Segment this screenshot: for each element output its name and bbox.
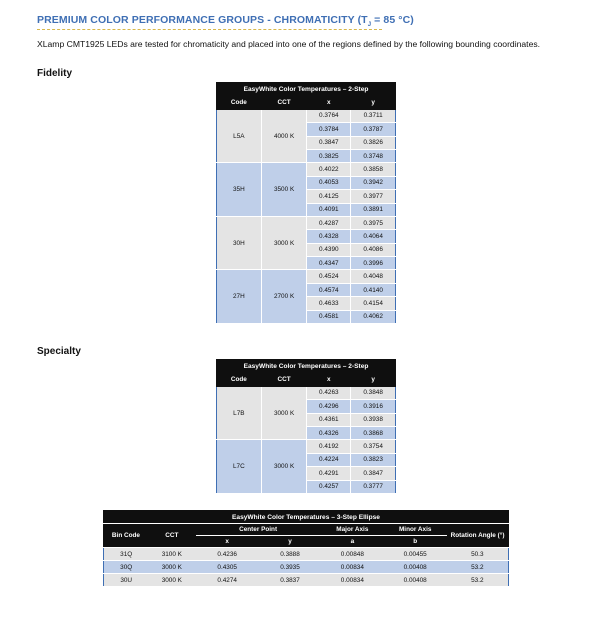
y-value-cell: 0.3996 bbox=[351, 257, 396, 270]
bin-code-cell: L7B bbox=[217, 386, 262, 440]
table-row bbox=[217, 216, 396, 229]
y-value-cell: 0.3823 bbox=[351, 453, 396, 466]
x-value-cell: 0.4390 bbox=[307, 243, 351, 256]
minor-axis-cell: 0.00408 bbox=[384, 574, 447, 587]
center-y-cell: 0.3935 bbox=[259, 561, 321, 574]
title-underline bbox=[37, 29, 382, 30]
x-value-cell: 0.4581 bbox=[307, 310, 351, 323]
x-value-cell: 0.4524 bbox=[307, 270, 351, 283]
bin-code-cell: 31Q bbox=[104, 548, 149, 561]
header-y: y bbox=[259, 536, 321, 548]
table-row bbox=[217, 163, 396, 176]
x-value-cell: 0.4287 bbox=[307, 216, 351, 229]
table-row bbox=[217, 386, 396, 399]
y-value-cell: 0.3942 bbox=[351, 176, 396, 189]
header-cct: CCT bbox=[261, 373, 307, 386]
y-value-cell: 0.4048 bbox=[351, 270, 396, 283]
x-value-cell: 0.4328 bbox=[307, 230, 351, 243]
x-value-cell: 0.4326 bbox=[307, 426, 351, 439]
header-rotation-angle: Rotation Angle (°) bbox=[447, 524, 509, 548]
header-minor-axis: Minor Axis bbox=[384, 524, 447, 536]
header-code: Code bbox=[217, 96, 262, 109]
header-y: y bbox=[351, 96, 396, 109]
x-value-cell: 0.4361 bbox=[307, 413, 351, 426]
intro-text: XLamp CMT1925 LEDs are tested for chromaticity and placed into one of the regions defined by the following bounding coordinates. bbox=[37, 39, 541, 49]
y-value-cell: 0.3868 bbox=[351, 426, 396, 439]
y-value-cell: 0.3975 bbox=[351, 216, 396, 229]
x-value-cell: 0.4257 bbox=[307, 480, 351, 493]
cct-cell: 3000 K bbox=[261, 440, 307, 494]
cct-cell: 3000 K bbox=[261, 216, 307, 270]
header-x: x bbox=[307, 373, 351, 386]
center-y-cell: 0.3888 bbox=[259, 548, 321, 561]
bin-code-cell: L5A bbox=[217, 109, 262, 163]
header-x: x bbox=[195, 536, 259, 548]
fidelity-table bbox=[216, 82, 396, 324]
y-value-cell: 0.3977 bbox=[351, 190, 396, 203]
y-value-cell: 0.3787 bbox=[351, 123, 396, 136]
center-x-cell: 0.4274 bbox=[195, 574, 259, 587]
x-value-cell: 0.4296 bbox=[307, 400, 351, 413]
bin-code-cell: 30U bbox=[104, 574, 149, 587]
x-value-cell: 0.4224 bbox=[307, 453, 351, 466]
x-value-cell: 0.4291 bbox=[307, 467, 351, 480]
center-y-cell: 0.3837 bbox=[259, 574, 321, 587]
x-value-cell: 0.4091 bbox=[307, 203, 351, 216]
x-value-cell: 0.4125 bbox=[307, 190, 351, 203]
x-value-cell: 0.3784 bbox=[307, 123, 351, 136]
major-axis-cell: 0.00834 bbox=[321, 561, 384, 574]
x-value-cell: 0.4347 bbox=[307, 257, 351, 270]
fidelity-heading: Fidelity bbox=[37, 68, 73, 79]
cct-cell: 3000 K bbox=[148, 574, 195, 587]
header-b: b bbox=[384, 536, 447, 548]
x-value-cell: 0.4192 bbox=[307, 440, 351, 453]
y-value-cell: 0.4062 bbox=[351, 310, 396, 323]
major-axis-cell: 0.00848 bbox=[321, 548, 384, 561]
header-y: y bbox=[351, 373, 396, 386]
header-x: x bbox=[307, 96, 351, 109]
x-value-cell: 0.4263 bbox=[307, 386, 351, 399]
specialty-heading: Specialty bbox=[37, 346, 81, 357]
y-value-cell: 0.3938 bbox=[351, 413, 396, 426]
table-row bbox=[104, 561, 509, 574]
y-value-cell: 0.3754 bbox=[351, 440, 396, 453]
y-value-cell: 0.3777 bbox=[351, 480, 396, 493]
y-value-cell: 0.3891 bbox=[351, 203, 396, 216]
specialty-caption: EasyWhite Color Temperatures – 2-Step bbox=[217, 360, 396, 373]
cct-cell: 3000 K bbox=[148, 561, 195, 574]
table-row bbox=[217, 109, 396, 122]
header-a: a bbox=[321, 536, 384, 548]
table-row bbox=[104, 574, 509, 587]
table-row bbox=[217, 440, 396, 453]
bin-code-cell: 30H bbox=[217, 216, 262, 270]
x-value-cell: 0.4022 bbox=[307, 163, 351, 176]
minor-axis-cell: 0.00408 bbox=[384, 561, 447, 574]
x-value-cell: 0.3764 bbox=[307, 109, 351, 122]
y-value-cell: 0.4086 bbox=[351, 243, 396, 256]
rotation-angle-cell: 53.2 bbox=[447, 574, 509, 587]
y-value-cell: 0.3748 bbox=[351, 149, 396, 162]
x-value-cell: 0.3847 bbox=[307, 136, 351, 149]
cct-cell: 2700 K bbox=[261, 270, 307, 324]
x-value-cell: 0.4574 bbox=[307, 283, 351, 296]
header-bin-code: Bin Code bbox=[104, 524, 149, 548]
page-title: PREMIUM COLOR PERFORMANCE GROUPS - CHROMATICITY ($T_J = 85$ °C) bbox=[37, 14, 414, 29]
rotation-angle-cell: 53.2 bbox=[447, 561, 509, 574]
header-cct: CCT bbox=[261, 96, 307, 109]
bin-code-cell: 30Q bbox=[104, 561, 149, 574]
y-value-cell: 0.3916 bbox=[351, 400, 396, 413]
specialty-table bbox=[216, 359, 396, 494]
y-value-cell: 0.4154 bbox=[351, 297, 396, 310]
center-x-cell: 0.4305 bbox=[195, 561, 259, 574]
rotation-angle-cell: 50.3 bbox=[447, 548, 509, 561]
minor-axis-cell: 0.00455 bbox=[384, 548, 447, 561]
y-value-cell: 0.4140 bbox=[351, 283, 396, 296]
table-row bbox=[104, 548, 509, 561]
cct-cell: 3000 K bbox=[261, 386, 307, 440]
y-value-cell: 0.3711 bbox=[351, 109, 396, 122]
y-value-cell: 0.3847 bbox=[351, 467, 396, 480]
table-row bbox=[217, 270, 396, 283]
center-x-cell: 0.4236 bbox=[195, 548, 259, 561]
cct-cell: 4000 K bbox=[261, 109, 307, 163]
header-major-axis: Major Axis bbox=[321, 524, 384, 536]
header-cct: CCT bbox=[148, 524, 195, 548]
cct-cell: 3500 K bbox=[261, 163, 307, 217]
cct-cell: 3100 K bbox=[148, 548, 195, 561]
x-value-cell: 0.4633 bbox=[307, 297, 351, 310]
y-value-cell: 0.3858 bbox=[351, 163, 396, 176]
x-value-cell: 0.3825 bbox=[307, 149, 351, 162]
bin-code-cell: 27H bbox=[217, 270, 262, 324]
bin-code-cell: L7C bbox=[217, 440, 262, 494]
ellipse-caption: EasyWhite Color Temperatures – 3-Step Ellipse bbox=[104, 511, 509, 524]
header-code: Code bbox=[217, 373, 262, 386]
y-value-cell: 0.3848 bbox=[351, 386, 396, 399]
ellipse-table bbox=[103, 510, 509, 587]
y-value-cell: 0.4064 bbox=[351, 230, 396, 243]
header-center-point: Center Point bbox=[195, 524, 321, 536]
fidelity-caption: EasyWhite Color Temperatures – 2-Step bbox=[217, 83, 396, 96]
x-value-cell: 0.4053 bbox=[307, 176, 351, 189]
major-axis-cell: 0.00834 bbox=[321, 574, 384, 587]
y-value-cell: 0.3826 bbox=[351, 136, 396, 149]
bin-code-cell: 35H bbox=[217, 163, 262, 217]
